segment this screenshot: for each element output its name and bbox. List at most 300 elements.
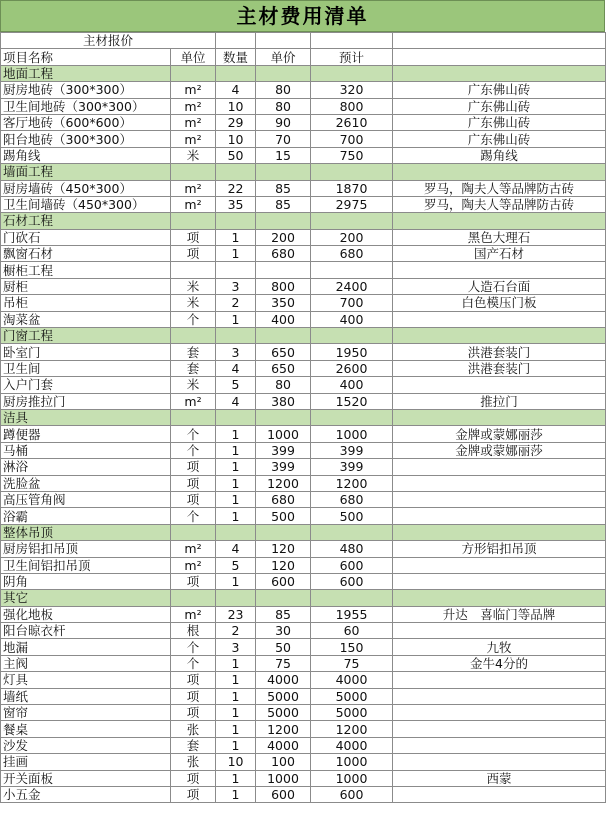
item-qty: 29 [216,114,256,130]
cell [311,33,393,49]
item-name: 厨柜 [1,278,171,294]
item-unit: 项 [171,475,216,491]
cell [216,524,256,540]
cell [171,409,216,425]
item-estimate: 800 [311,98,393,114]
item-price: 80 [256,82,311,98]
item-qty: 2 [216,295,256,311]
item-name: 马桶 [1,442,171,458]
item-price: 800 [256,278,311,294]
item-name: 地漏 [1,639,171,655]
item-note: 金牌或蒙娜丽莎 [393,426,606,442]
item-note [393,754,606,770]
section-title: 地面工程 [1,65,171,81]
item-qty: 3 [216,278,256,294]
cell [256,65,311,81]
cell [171,65,216,81]
table-body [1,33,606,803]
cell [216,590,256,606]
item-unit: m² [171,557,216,573]
table-row [1,459,606,475]
item-qty: 1 [216,672,256,688]
section-row [1,213,606,229]
col-header-price: 单价 [256,49,311,65]
item-note: 罗马，陶夫人等品牌防古砖 [393,196,606,212]
cell [256,262,311,278]
cell [216,262,256,278]
cell [256,590,311,606]
col-header-unit: 单位 [171,49,216,65]
item-price: 4000 [256,737,311,753]
item-qty: 1 [216,737,256,753]
cell [256,524,311,540]
item-price: 500 [256,508,311,524]
cell [311,213,393,229]
item-unit: 项 [171,705,216,721]
item-qty: 4 [216,393,256,409]
item-price: 120 [256,557,311,573]
item-price: 1000 [256,426,311,442]
item-price: 50 [256,639,311,655]
item-estimate: 2975 [311,196,393,212]
item-price: 1000 [256,770,311,786]
cell [171,164,216,180]
table-row [1,639,606,655]
item-unit: 项 [171,688,216,704]
table-row [1,131,606,147]
table-row [1,98,606,114]
item-qty: 1 [216,786,256,802]
item-name: 灯具 [1,672,171,688]
item-estimate: 5000 [311,688,393,704]
item-price: 80 [256,377,311,393]
item-qty: 23 [216,606,256,622]
item-name: 沙发 [1,737,171,753]
item-price: 75 [256,655,311,671]
item-qty: 5 [216,377,256,393]
item-note: 广东佛山砖 [393,114,606,130]
item-price: 600 [256,786,311,802]
cell [256,213,311,229]
item-name: 门砍石 [1,229,171,245]
item-price: 85 [256,180,311,196]
subheader-label: 主材报价 [1,33,216,49]
table-row [1,426,606,442]
item-note: 升达 喜临门等品牌 [393,606,606,622]
item-note [393,508,606,524]
item-unit: 项 [171,491,216,507]
item-qty: 3 [216,639,256,655]
item-note: 人造石台面 [393,278,606,294]
item-note: 洪港套装门 [393,360,606,376]
item-qty: 3 [216,344,256,360]
item-estimate: 400 [311,311,393,327]
item-unit: 米 [171,147,216,163]
cell [216,164,256,180]
table-row [1,737,606,753]
item-note: 金牛4分的 [393,655,606,671]
item-qty: 22 [216,180,256,196]
table-row [1,295,606,311]
cell [393,33,606,49]
table-row [1,82,606,98]
section-row [1,328,606,344]
item-note: 西蒙 [393,770,606,786]
item-name: 墙纸 [1,688,171,704]
cell [393,65,606,81]
section-row [1,65,606,81]
section-title: 墙面工程 [1,164,171,180]
cell [216,213,256,229]
item-estimate: 150 [311,639,393,655]
item-name: 卧室门 [1,344,171,360]
item-qty: 1 [216,311,256,327]
item-name: 飘窗石材 [1,246,171,262]
item-unit: 米 [171,278,216,294]
item-unit: m² [171,393,216,409]
cell [171,524,216,540]
item-price: 680 [256,246,311,262]
item-qty: 1 [216,475,256,491]
item-note [393,491,606,507]
item-price: 350 [256,295,311,311]
item-qty: 1 [216,721,256,737]
item-name: 厨房推拉门 [1,393,171,409]
item-price: 85 [256,606,311,622]
item-unit: 项 [171,770,216,786]
item-note: 国产石材 [393,246,606,262]
table-row [1,672,606,688]
item-unit: 个 [171,311,216,327]
item-price: 1200 [256,721,311,737]
cell [256,33,311,49]
item-estimate: 5000 [311,705,393,721]
item-qty: 10 [216,98,256,114]
item-note [393,475,606,491]
item-note: 九牧 [393,639,606,655]
item-price: 5000 [256,688,311,704]
item-unit: m² [171,131,216,147]
item-name: 卫生间墙砖（450*300） [1,196,171,212]
item-note: 广东佛山砖 [393,131,606,147]
item-price: 70 [256,131,311,147]
item-qty: 10 [216,131,256,147]
item-price: 200 [256,229,311,245]
item-qty: 1 [216,573,256,589]
item-qty: 1 [216,442,256,458]
item-name: 开关面板 [1,770,171,786]
item-unit: 米 [171,295,216,311]
item-name: 淘菜盆 [1,311,171,327]
table-row [1,442,606,458]
table-row [1,229,606,245]
item-estimate: 700 [311,295,393,311]
item-price: 120 [256,541,311,557]
item-estimate: 700 [311,131,393,147]
item-note: 金牌或蒙娜丽莎 [393,442,606,458]
table-row [1,393,606,409]
item-note [393,557,606,573]
item-unit: 个 [171,639,216,655]
item-unit: 套 [171,737,216,753]
item-estimate: 1870 [311,180,393,196]
item-name: 厨房地砖（300*300） [1,82,171,98]
item-qty: 1 [216,688,256,704]
item-unit: 项 [171,672,216,688]
section-title: 洁具 [1,409,171,425]
table-row [1,705,606,721]
item-note: 踢角线 [393,147,606,163]
item-qty: 1 [216,705,256,721]
col-header-note [393,49,606,65]
table-row [1,147,606,163]
table-row [1,246,606,262]
cell [393,524,606,540]
item-unit: m² [171,114,216,130]
cell [216,33,256,49]
item-estimate: 399 [311,459,393,475]
cell [311,65,393,81]
table-row [1,754,606,770]
item-estimate: 1950 [311,344,393,360]
item-price: 85 [256,196,311,212]
item-estimate: 1520 [311,393,393,409]
table-row [1,475,606,491]
cell [311,328,393,344]
cell [393,328,606,344]
item-price: 5000 [256,705,311,721]
table-row [1,278,606,294]
item-estimate: 2400 [311,278,393,294]
item-estimate: 4000 [311,672,393,688]
cell [393,213,606,229]
item-price: 30 [256,623,311,639]
item-note [393,688,606,704]
cell [393,590,606,606]
table-row [1,180,606,196]
item-unit: 项 [171,229,216,245]
item-unit: 项 [171,459,216,475]
item-note [393,377,606,393]
item-name: 挂画 [1,754,171,770]
table-row [1,557,606,573]
item-qty: 1 [216,426,256,442]
item-estimate: 1200 [311,475,393,491]
section-row [1,262,606,278]
item-name: 淋浴 [1,459,171,475]
item-price: 4000 [256,672,311,688]
item-qty: 1 [216,491,256,507]
table-row [1,786,606,802]
item-note: 洪港套装门 [393,344,606,360]
item-unit: 套 [171,344,216,360]
table-row [1,688,606,704]
table-row [1,311,606,327]
item-note [393,705,606,721]
column-header-row [1,49,606,65]
item-unit: m² [171,196,216,212]
item-unit: 张 [171,754,216,770]
item-note [393,721,606,737]
cell [256,409,311,425]
cell [216,65,256,81]
item-price: 380 [256,393,311,409]
cell [171,213,216,229]
table-row [1,344,606,360]
table-row [1,655,606,671]
section-row [1,409,606,425]
item-name: 窗帘 [1,705,171,721]
item-estimate: 4000 [311,737,393,753]
cell [171,590,216,606]
item-unit: 米 [171,377,216,393]
item-unit: m² [171,82,216,98]
item-qty: 10 [216,754,256,770]
item-note [393,573,606,589]
item-name: 蹲便器 [1,426,171,442]
item-estimate: 400 [311,377,393,393]
section-title: 橱柜工程 [1,262,171,278]
cell [171,262,216,278]
item-name: 洗脸盆 [1,475,171,491]
item-name: 阳台地砖（300*300） [1,131,171,147]
cell [311,262,393,278]
item-unit: m² [171,180,216,196]
cell [216,328,256,344]
table-row [1,508,606,524]
cell [311,409,393,425]
table-row [1,573,606,589]
item-estimate: 75 [311,655,393,671]
cell [311,590,393,606]
item-estimate: 480 [311,541,393,557]
item-qty: 4 [216,541,256,557]
item-unit: 个 [171,442,216,458]
item-name: 踢角线 [1,147,171,163]
item-name: 餐桌 [1,721,171,737]
table-row [1,721,606,737]
item-note: 白色模压门板 [393,295,606,311]
item-qty: 4 [216,360,256,376]
item-name: 客厅地砖（600*600） [1,114,171,130]
item-estimate: 399 [311,442,393,458]
item-price: 90 [256,114,311,130]
item-note [393,623,606,639]
item-unit: 项 [171,573,216,589]
item-name: 强化地板 [1,606,171,622]
item-price: 1200 [256,475,311,491]
item-name: 入户门套 [1,377,171,393]
item-price: 399 [256,442,311,458]
item-qty: 4 [216,82,256,98]
item-estimate: 680 [311,246,393,262]
item-estimate: 600 [311,557,393,573]
section-title: 门窗工程 [1,328,171,344]
section-row [1,590,606,606]
item-name: 卫生间 [1,360,171,376]
item-name: 浴霸 [1,508,171,524]
item-estimate: 1000 [311,426,393,442]
item-price: 680 [256,491,311,507]
item-price: 650 [256,344,311,360]
item-unit: 个 [171,655,216,671]
material-cost-table [0,32,606,803]
item-note: 广东佛山砖 [393,98,606,114]
item-qty: 1 [216,459,256,475]
cell [256,328,311,344]
item-unit: 项 [171,246,216,262]
table-row [1,606,606,622]
item-unit: 个 [171,508,216,524]
item-note [393,311,606,327]
item-unit: 个 [171,426,216,442]
sheet-title: 主材费用清单 [0,0,605,32]
col-header-estimate: 预计 [311,49,393,65]
item-unit: 项 [171,786,216,802]
item-price: 100 [256,754,311,770]
col-header-name: 项目名称 [1,49,171,65]
cell [171,328,216,344]
section-row [1,524,606,540]
table-row [1,541,606,557]
item-estimate: 320 [311,82,393,98]
item-price: 80 [256,98,311,114]
table-row [1,623,606,639]
item-price: 400 [256,311,311,327]
item-name: 吊柜 [1,295,171,311]
section-title: 石材工程 [1,213,171,229]
cell [393,164,606,180]
item-qty: 1 [216,508,256,524]
item-estimate: 200 [311,229,393,245]
table-row [1,377,606,393]
item-estimate: 1200 [311,721,393,737]
item-note [393,459,606,475]
cell [311,164,393,180]
cell [393,409,606,425]
item-estimate: 750 [311,147,393,163]
item-qty: 1 [216,246,256,262]
item-estimate: 600 [311,786,393,802]
item-note: 推拉门 [393,393,606,409]
item-qty: 5 [216,557,256,573]
item-note: 方形铝扣吊顶 [393,541,606,557]
table-row [1,770,606,786]
item-estimate: 1000 [311,754,393,770]
item-estimate: 680 [311,491,393,507]
item-unit: 根 [171,623,216,639]
item-name: 主阀 [1,655,171,671]
table-row [1,360,606,376]
table-row [1,491,606,507]
item-name: 厨房墙砖（450*300） [1,180,171,196]
item-qty: 35 [216,196,256,212]
table-row [1,196,606,212]
item-estimate: 1000 [311,770,393,786]
item-qty: 50 [216,147,256,163]
item-qty: 1 [216,229,256,245]
section-title: 整体吊顶 [1,524,171,540]
item-estimate: 2610 [311,114,393,130]
item-unit: m² [171,541,216,557]
col-header-qty: 数量 [216,49,256,65]
cell [216,409,256,425]
item-unit: m² [171,98,216,114]
item-name: 厨房铝扣吊顶 [1,541,171,557]
cell [393,262,606,278]
item-qty: 1 [216,770,256,786]
item-unit: 套 [171,360,216,376]
